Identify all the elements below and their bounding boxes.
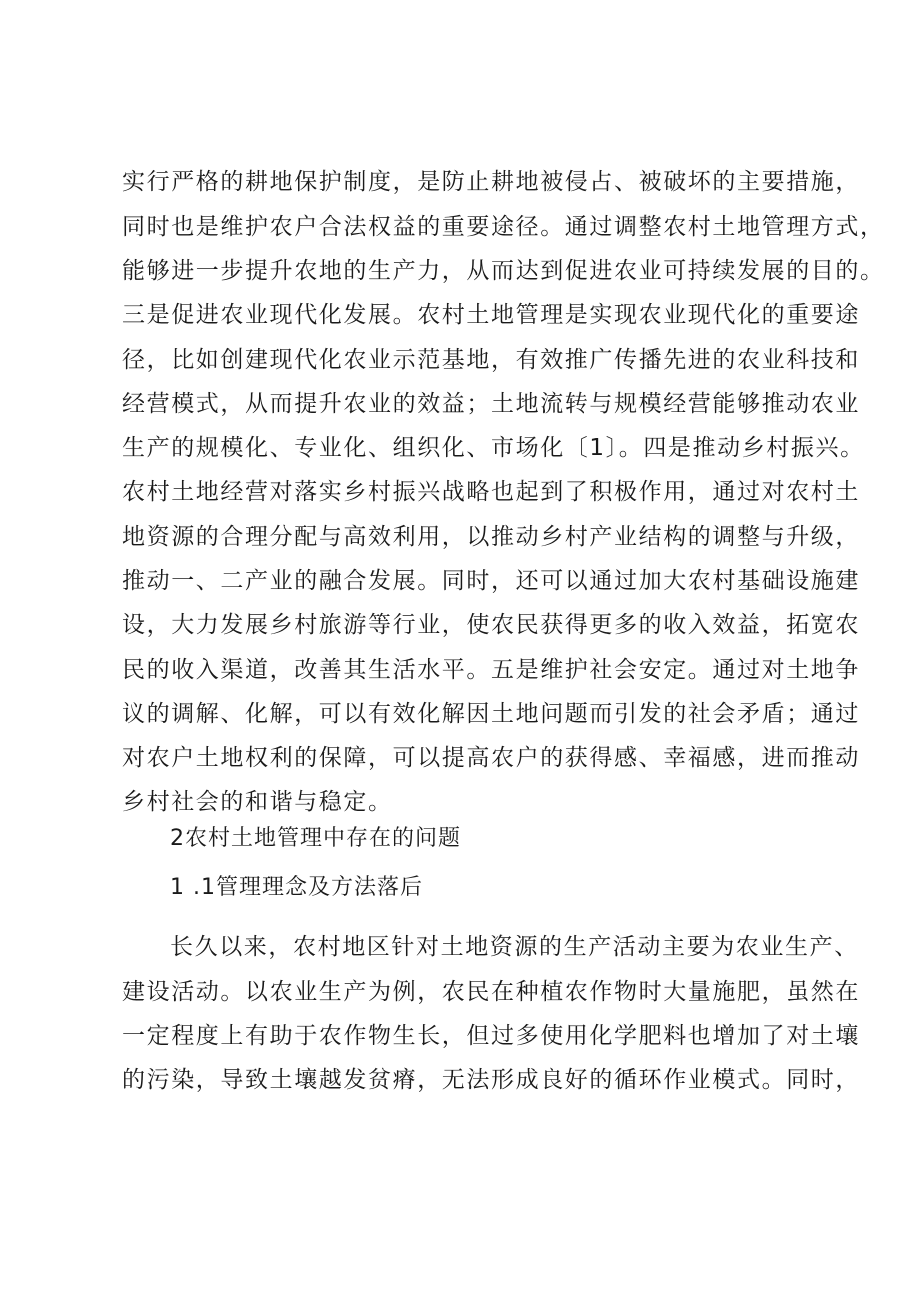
- paragraph-line: 长久以来，农村地区针对土地资源的生产活动主要为农业生产、: [170, 934, 859, 960]
- paragraph-line: 设，大力发展乡村旅游等行业，使农民获得更多的收入效益，拓宽农: [122, 612, 860, 638]
- paragraph-line: 地资源的合理分配与高效利用，以推动乡村产业结构的调整与升级，: [122, 524, 860, 550]
- paragraph-line: 生产的规模化、专业化、组织化、市场化〔1〕。四是推动乡村振兴。: [122, 435, 865, 461]
- paragraph-line: 一定程度上有助于农作物生长，但过多使用化学肥料也增加了对土壤: [122, 1023, 860, 1049]
- paragraph-line: 乡村社会的和谐与稳定。: [122, 789, 393, 815]
- paragraph-line: 同时也是维护农户合法权益的重要途径。通过调整农村土地管理方式，: [122, 214, 885, 240]
- paragraph-line: 建设活动。以农业生产为例，农民在种植农作物时大量施肥，虽然在: [122, 979, 860, 1005]
- paragraph-line: 的污染，导致土壤越发贫瘠，无法形成良好的循环作业模式。同时，: [122, 1067, 860, 1093]
- paragraph-line: 能够进一步提升农地的生产力，从而达到促进农业可持续发展的目的。: [122, 258, 885, 284]
- paragraph-line: 议的调解、化解，可以有效化解因土地问题而引发的社会矛盾；通过: [122, 701, 860, 727]
- paragraph-line: 经营模式，从而提升农业的效益；土地流转与规模经营能够推动农业: [122, 391, 860, 417]
- paragraph-line: 农村土地经营对落实乡村振兴战略也起到了积极作用，通过对农村土: [122, 479, 860, 505]
- section-heading: 2农村土地管理中存在的问题: [170, 826, 461, 851]
- paragraph-line: 三是促进农业现代化发展。农村土地管理是实现农业现代化的重要途: [122, 302, 860, 328]
- paragraph-line: 径，比如创建现代化农业示范基地，有效推广传播先进的农业科技和: [122, 347, 860, 373]
- paragraph-line: 实行严格的耕地保护制度，是防止耕地被侵占、被破坏的主要措施，: [122, 169, 860, 195]
- paragraph-line: 民的收入渠道，改善其生活水平。五是维护社会安定。通过对土地争: [122, 657, 860, 683]
- paragraph-line: 推动一、二产业的融合发展。同时，还可以通过加大农村基础设施建: [122, 568, 860, 594]
- subsection-heading: 1 .1管理理念及方法落后: [170, 875, 423, 900]
- paragraph-line: 对农户土地权利的保障，可以提高农户的获得感、幸福感，进而推动: [122, 745, 860, 771]
